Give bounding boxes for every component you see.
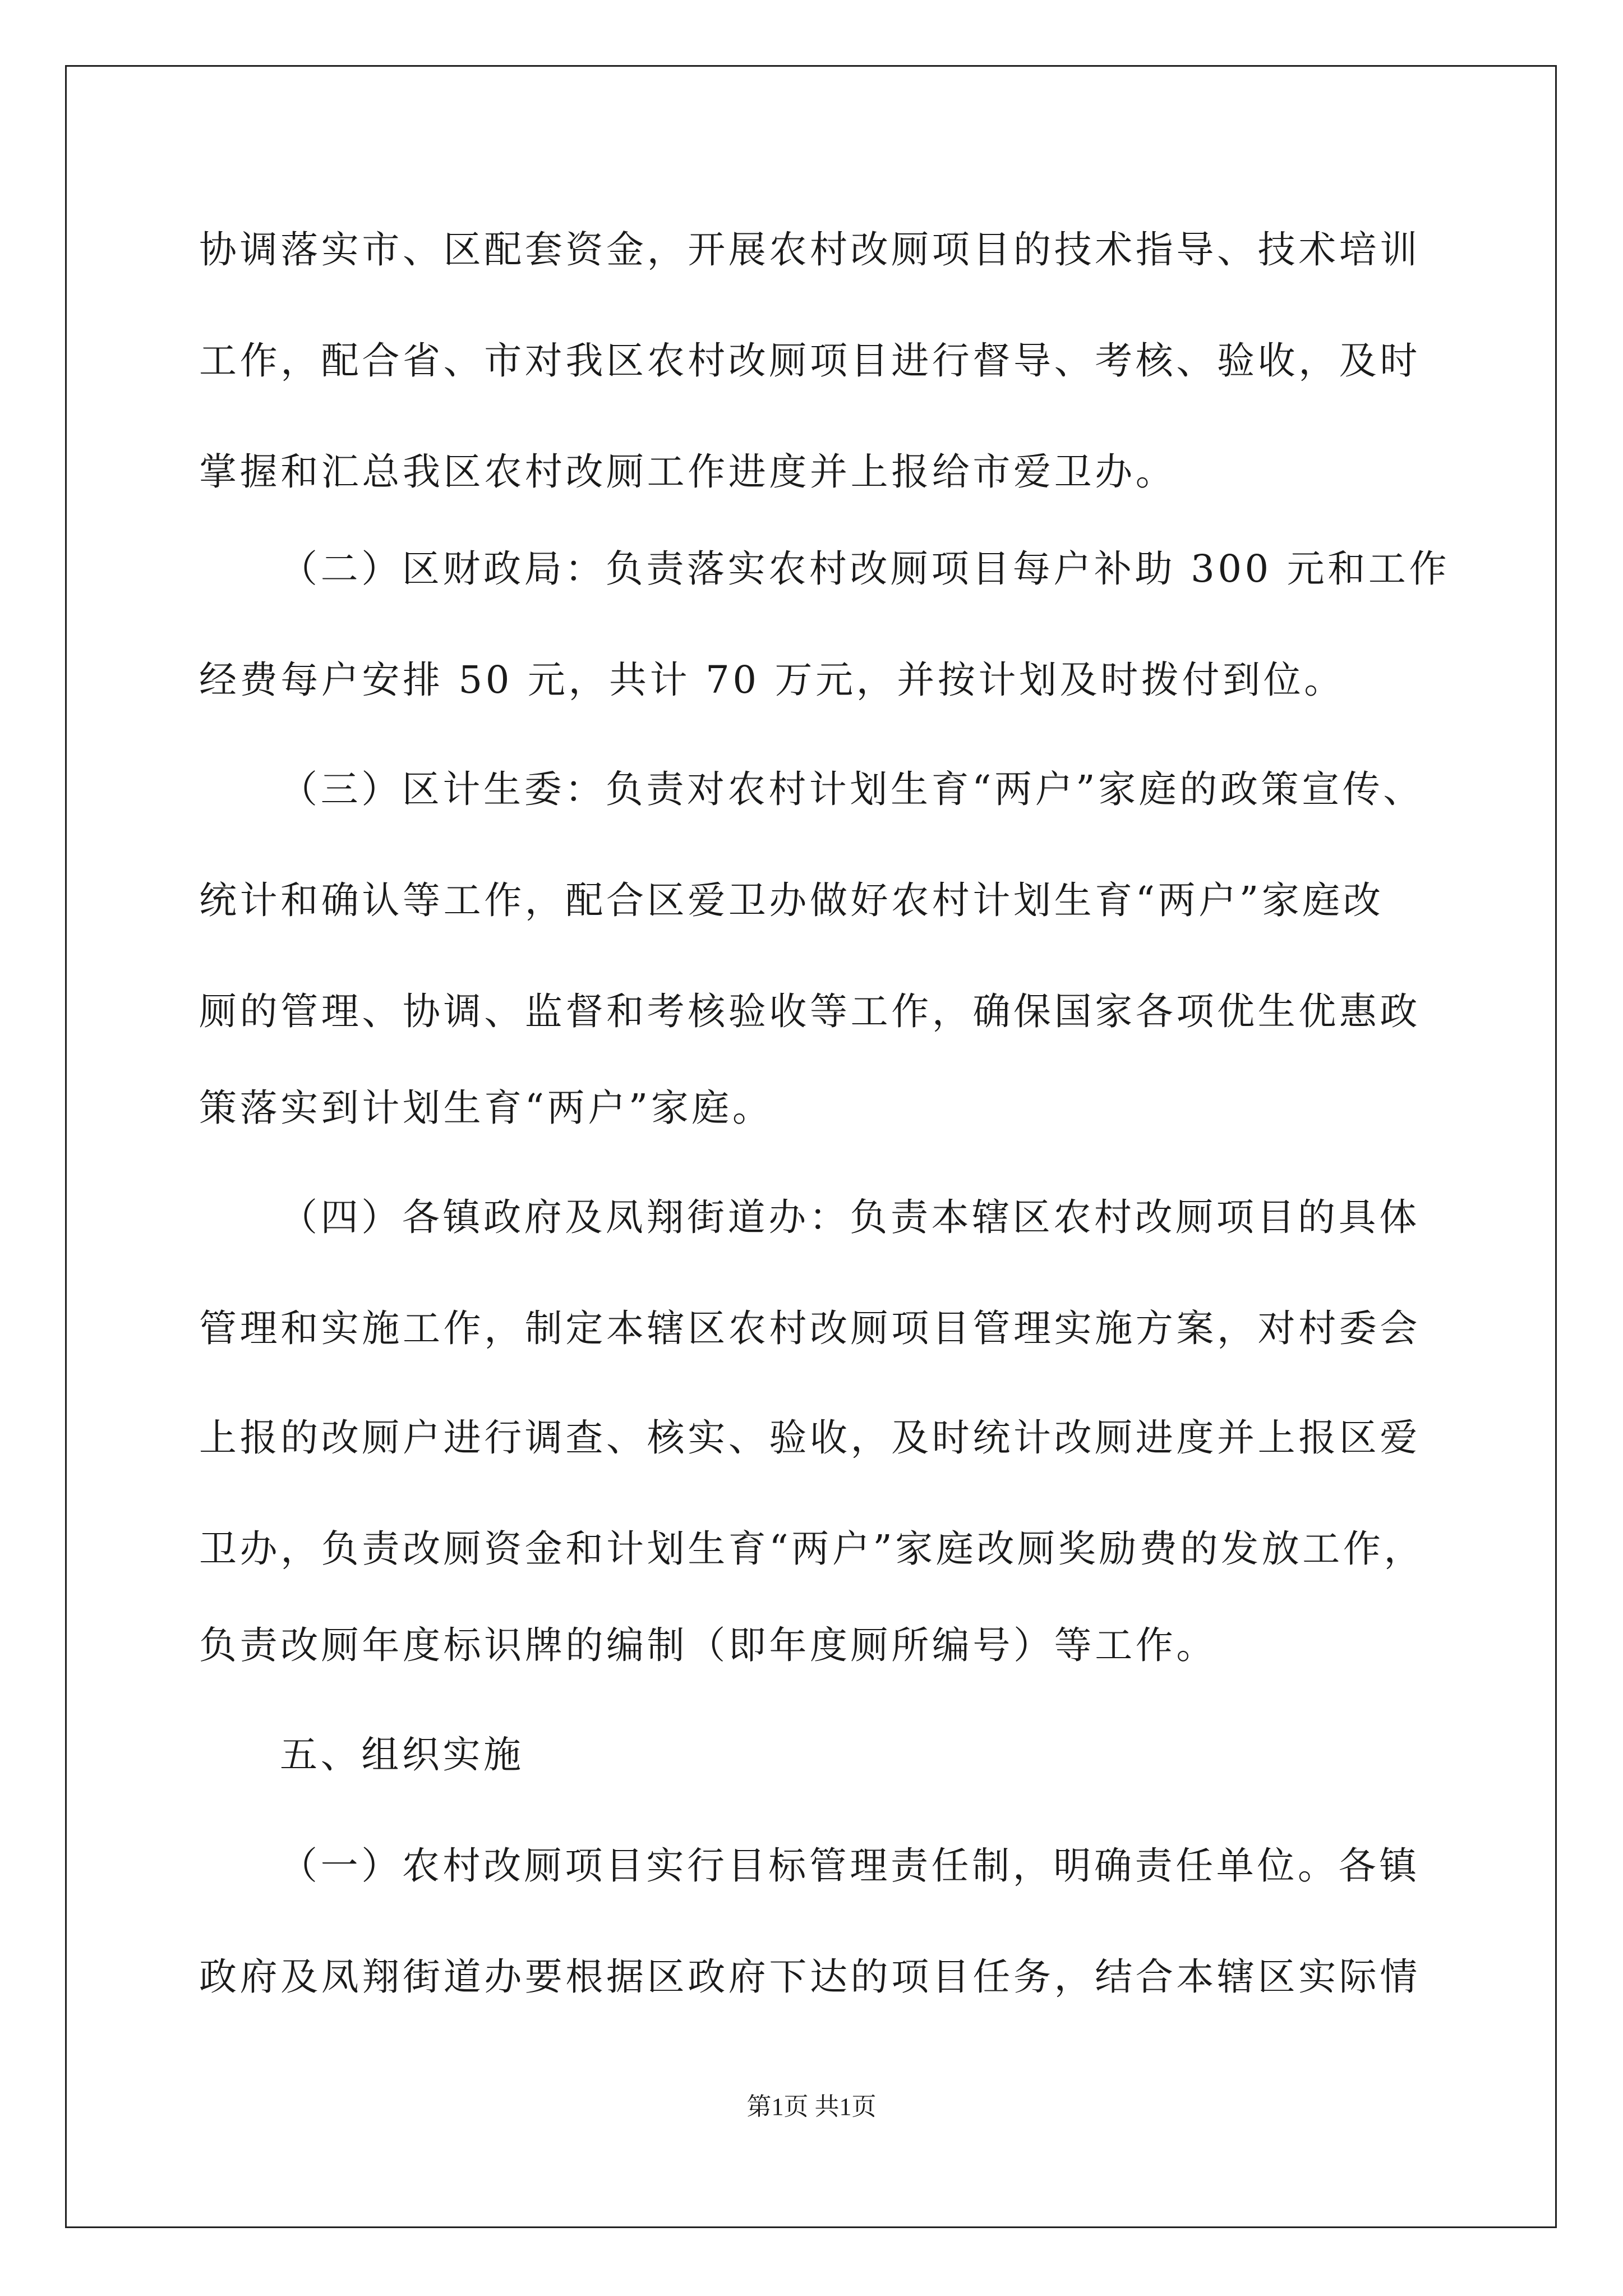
text-line: 统计和确认等工作，配合区爱卫办做好农村计划生育“两户”家庭改 [199, 878, 1384, 922]
text-line: 负责改厕年度标识牌的编制（即年度厕所编号）等工作。 [199, 1623, 1217, 1667]
section-heading: 五、组织实施 [280, 1733, 524, 1777]
text-line: 掌握和汇总我区农村改厕工作进度并上报给市爱卫办。 [199, 450, 1177, 494]
text-line: 卫办，负责改厕资金和计划生育“两户”家庭改厕奖励费的发放工作， [199, 1527, 1425, 1571]
text-line: 协调落实市、区配套资金，开展农村改厕项目的技术指导、技术培训 [199, 228, 1421, 272]
text-line: 管理和实施工作，制定本辖区农村改厕项目管理实施方案，对村委会 [199, 1306, 1421, 1350]
text-line: 工作，配合省、市对我区农村改厕项目进行督导、考核、验收，及时 [199, 339, 1421, 383]
text-line: 上报的改厕户进行调查、核实、验收，及时统计改厕进度并上报区爱 [199, 1416, 1421, 1460]
text-line: 厕的管理、协调、监督和考核验收等工作，确保国家各项优生优惠政 [199, 990, 1421, 1033]
text-line: 经费每户安排 50 元，共计 70 万元，并按计划及时拨付到位。 [199, 658, 1345, 702]
paragraph-start-line: （三）区计生委：负责对农村计划生育“两户”家庭的政策宣传、 [280, 767, 1424, 811]
page-number-footer: 第1页 共1页 [746, 2093, 877, 2120]
paragraph-start-line: （四）各镇政府及凤翔街道办：负责本辖区农村改厕项目的具体 [280, 1195, 1420, 1239]
paragraph-start-line: （一）农村改厕项目实行目标管理责任制，明确责任单位。各镇 [280, 1844, 1420, 1888]
text-line: 政府及凤翔街道办要根据区政府下达的项目任务，结合本辖区实际情 [199, 1955, 1421, 1999]
paragraph-start-line: （二）区财政局：负责落实农村改厕项目每户补助 300 元和工作 [280, 547, 1450, 591]
page-border [65, 65, 1557, 2228]
text-line: 策落实到计划生育“两户”家庭。 [199, 1086, 773, 1130]
